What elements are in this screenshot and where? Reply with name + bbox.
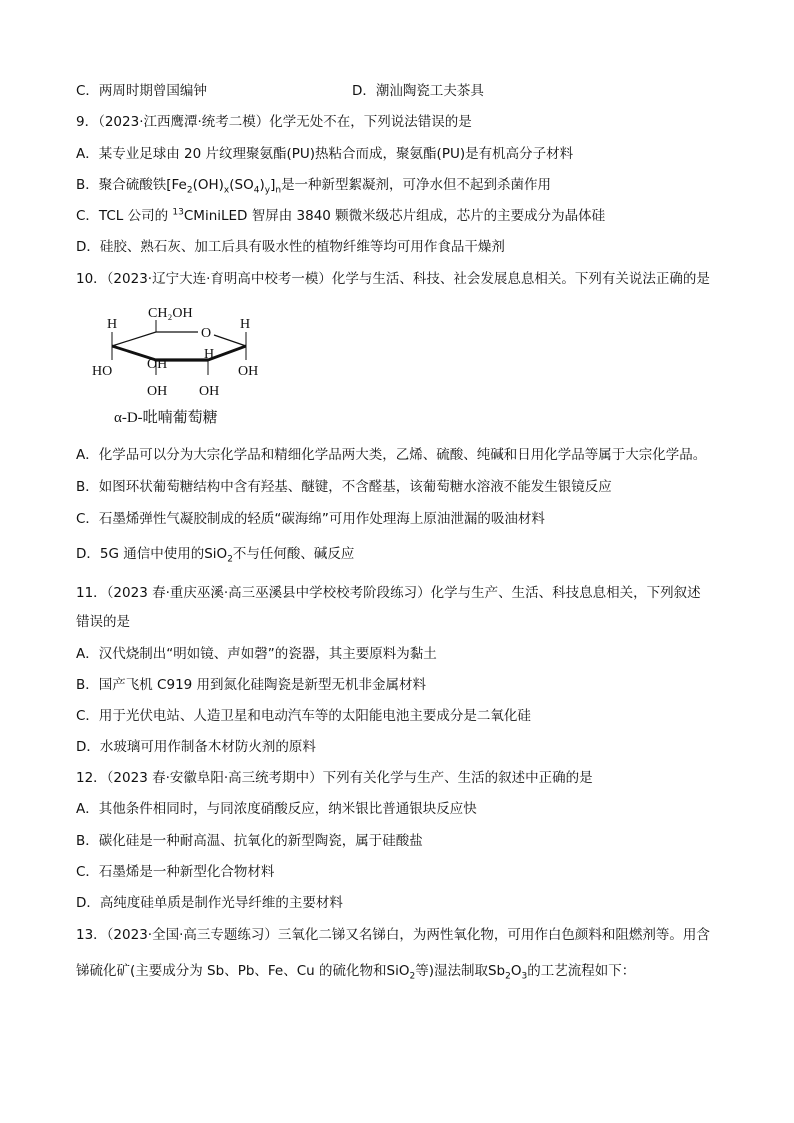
q9-option-b: B．聚合硫酸铁$[Fe_2(OH)_x(SO_4)_y]_n$是一种新型絮凝剂，可净水但不起到杀菌作用: [76, 177, 552, 196]
q10-option-c: C．石墨烯弹性气凝胶制成的轻质“碳海绵”可用作处理海上原油泄漏的吸油材料: [76, 511, 545, 527]
q11-stem-line2: 错误的是: [76, 614, 130, 630]
oh-label-c3-down: OH: [147, 384, 168, 399]
q9-stem: 9．（2023·江西鹰潭·统考二模）化学无处不在，下列说法错误的是: [76, 114, 472, 130]
q13-stem-line2: 锑硫化矿(主要成分为 Sb、Pb、Fe、Cu 的硫化物和SiO$_2$等)湿法制取$Sb_2O_3$的工艺流程如下：: [76, 963, 636, 982]
glucose-caption: α-D-吡喃葡萄糖: [114, 410, 218, 426]
oh-label-c2: OH: [199, 384, 220, 399]
q11-option-d: D．水玻璃可用作制备木材防火剂的原料: [76, 739, 316, 755]
ho-label-c4: HO: [92, 364, 113, 379]
q10-option-a: A．化学品可以分为大宗化学品和精细化学品两大类，乙烯、硫酸、纯碱和日用化学品等属于大宗化学品。: [76, 447, 707, 463]
q11-option-a: A．汉代烧制出“明如镜、声如磬”的瓷器，其主要原料为黏土: [76, 646, 437, 662]
q12-option-c: C．石墨烯是一种新型化合物材料: [76, 864, 275, 880]
h-label-c1: H: [240, 317, 251, 332]
oh-label-c3-up: OH: [147, 357, 168, 372]
q12-option-a: A．其他条件相同时，与同浓度硝酸反应，纳米银比普通银块反应快: [76, 801, 477, 817]
h-label-c4: H: [107, 317, 118, 332]
q9-option-d: D．硅胶、熟石灰、加工后具有吸水性的植物纤维等均可用作食品干燥剂: [76, 239, 505, 255]
ch2oh-label: CH₂OH: [148, 306, 193, 321]
q11-stem-line1: 11．（2023 春·重庆巫溪·高三巫溪县中学校校考阶段练习）化学与生产、生活、科技息息相关，下列叙述: [76, 585, 701, 601]
ring-oxygen-label: O: [201, 326, 212, 341]
glucose-structure-diagram: [88, 300, 278, 430]
q10-option-b: B．如图环状葡萄糖结构中含有羟基、醚键，不含醛基，该葡萄糖水溶液不能发生银镜反应: [76, 479, 612, 495]
q13-stem-line1: 13．（2023·全国·高三专题练习）三氧化二锑又名锑白，为两性氧化物，可用作白色颜料和阻燃剂等。用含: [76, 927, 710, 943]
q9-option-c: C．TCL 公司的 $^{13}$CMiniLED 智屏由 3840 颗微米级芯片组成，芯片的主要成分为晶体硅: [76, 207, 606, 224]
q9-option-a: A．某专业足球由 20 片纹理聚氨酯(PU)热粘合而成，聚氨酯(PU)是有机高分子材料: [76, 146, 574, 162]
q8-option-d: D．潮汕陶瓷工夫茶具: [352, 83, 484, 99]
oh-label-c1: OH: [238, 364, 259, 379]
q8-option-c: C．两周时期曾国编钟: [76, 83, 207, 99]
q10-option-d: D．5G 通信中使用的SiO$_2$不与任何酸、碱反应: [76, 546, 355, 565]
q12-stem: 12．（2023 春·安徽阜阳·高三统考期中）下列有关化学与生产、生活的叙述中正确的是: [76, 770, 593, 786]
h-label-c2: H: [204, 347, 215, 362]
q11-option-b: B．国产飞机 C919 用到氮化硅陶瓷是新型无机非金属材料: [76, 677, 427, 693]
q12-option-d: D．高纯度硅单质是制作光导纤维的主要材料: [76, 895, 343, 911]
q11-option-c: C．用于光伏电站、人造卫星和电动汽车等的太阳能电池主要成分是二氧化硅: [76, 708, 531, 724]
q10-stem: 10．（2023·辽宁大连·育明高中校考一模）化学与生活、科技、社会发展息息相关。下列有关说法正确的是: [76, 271, 710, 287]
ring-bond: [214, 335, 246, 346]
q12-option-b: B．碳化硅是一种耐高温、抗氧化的新型陶瓷，属于硅酸盐: [76, 833, 423, 849]
ring-bond: [112, 332, 156, 346]
